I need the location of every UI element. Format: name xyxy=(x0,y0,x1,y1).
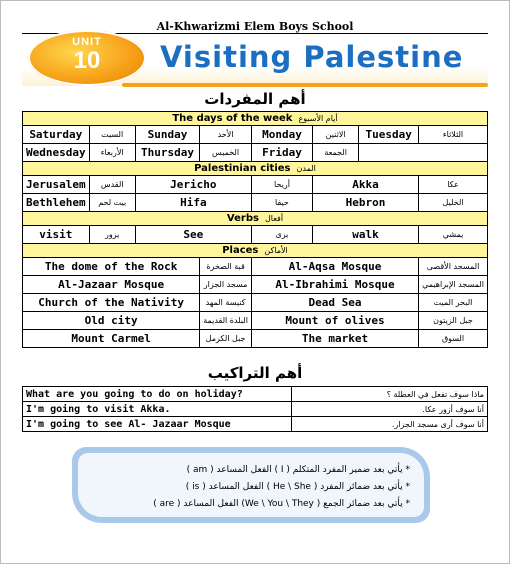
place-ar: السوق xyxy=(419,330,488,348)
day-ar: الاثنين xyxy=(313,126,359,144)
structure-ar: أنا سوف أرى مسجد الجزار. xyxy=(292,417,488,432)
structure-row xyxy=(23,387,488,402)
places-header-ar: الأماكن xyxy=(264,246,288,255)
verb-en: walk xyxy=(313,226,419,244)
place-en: Mount Carmel xyxy=(23,330,200,348)
vocab-title-text: أهم المفردات xyxy=(204,90,306,108)
place-en: Mount of olives xyxy=(251,312,418,330)
days-row xyxy=(23,126,488,144)
cities-header xyxy=(23,162,488,176)
unit-number: 10 xyxy=(73,47,101,74)
unit-badge xyxy=(28,30,146,86)
city-ar: الخليل xyxy=(419,194,488,212)
verb-ar: يرى xyxy=(251,226,312,244)
place-ar: المسجد الإبراهيمي xyxy=(419,276,488,294)
verbs-header-en: Verbs xyxy=(226,213,259,224)
city-en: Bethlehem xyxy=(23,194,90,212)
day-en: Thursday xyxy=(135,144,199,162)
structure-en: What are you going to do on holiday? xyxy=(23,387,292,402)
city-ar: القدس xyxy=(89,176,135,194)
day-ar: الخميس xyxy=(200,144,252,162)
place-en: Al-Ibrahimi Mosque xyxy=(251,276,418,294)
grammar-note-box xyxy=(78,453,424,517)
structure-row xyxy=(23,417,488,432)
structure-row xyxy=(23,402,488,417)
place-ar: كنيسة المهد xyxy=(200,294,252,312)
day-en: Saturday xyxy=(23,126,90,144)
city-ar: حيفا xyxy=(251,194,312,212)
day-en: Wednesday xyxy=(23,144,90,162)
cities-header-ar: المدن xyxy=(296,164,316,173)
grammar-note: * يأتي بعد ضمائر المفرد ( He \ She ) الفعل المساعد ( is ) xyxy=(185,482,410,492)
banner-underline xyxy=(122,83,488,87)
place-ar: البلدة القديمة xyxy=(200,312,252,330)
days-header xyxy=(23,112,488,126)
days-row xyxy=(23,144,488,162)
places-row xyxy=(23,330,488,348)
cities-row xyxy=(23,176,488,194)
structures-section-title xyxy=(0,364,510,382)
unit-title: Visiting Palestine xyxy=(160,40,464,74)
place-en: The dome of the Rock xyxy=(23,258,200,276)
cities-row xyxy=(23,194,488,212)
city-ar: بيت لحم xyxy=(89,194,135,212)
places-header-en: Places xyxy=(222,245,259,256)
verb-en: See xyxy=(135,226,251,244)
grammar-note-scroll xyxy=(72,447,430,523)
verbs-header xyxy=(23,212,488,226)
city-en: Hebron xyxy=(313,194,419,212)
city-en: Hifa xyxy=(135,194,251,212)
verb-ar: يمشي xyxy=(419,226,488,244)
city-en: Akka xyxy=(313,176,419,194)
place-en: Church of the Nativity xyxy=(23,294,200,312)
place-ar: قبة الصخرة xyxy=(200,258,252,276)
structure-en: I'm going to visit Akka. xyxy=(23,402,292,417)
place-ar: المسجد الأقصى xyxy=(419,258,488,276)
place-ar: مسجد الجزار xyxy=(200,276,252,294)
structures-table xyxy=(22,386,488,432)
days-header-ar: أيام الأسبوع xyxy=(298,114,338,123)
structure-ar: ماذا سوف تفعل في العطلة ؟ xyxy=(292,387,488,402)
place-en: The market xyxy=(251,330,418,348)
place-en: Dead Sea xyxy=(251,294,418,312)
place-ar: البحر الميت xyxy=(419,294,488,312)
city-ar: أريحا xyxy=(251,176,312,194)
day-en: Sunday xyxy=(135,126,199,144)
places-header xyxy=(23,244,488,258)
place-en: Al-Jazaar Mosque xyxy=(23,276,200,294)
day-ar: السبت xyxy=(89,126,135,144)
places-row xyxy=(23,276,488,294)
day-en: Monday xyxy=(251,126,312,144)
verb-en: visit xyxy=(23,226,90,244)
place-ar: جبل الكرمل xyxy=(200,330,252,348)
day-ar: الأربعاء xyxy=(89,144,135,162)
places-row xyxy=(23,258,488,276)
places-row xyxy=(23,312,488,330)
structure-ar: أنا سوف أزور عكا. xyxy=(292,402,488,417)
vocabulary-table xyxy=(22,111,488,348)
day-en: Tuesday xyxy=(359,126,419,144)
verbs-row xyxy=(23,226,488,244)
grammar-note: * يأتي بعد ضمير المفرد المتكلم ( I ) الفعل المساعد ( am ) xyxy=(186,465,410,475)
school-name: Al-Khwarizmi Elem Boys School xyxy=(156,20,354,33)
day-ar: الأحد xyxy=(200,126,252,144)
structure-en: I'm going to see Al- Jazaar Mosque xyxy=(23,417,292,432)
unit-label: UNIT xyxy=(72,36,102,48)
cities-header-en: Palestinian cities xyxy=(194,163,291,174)
days-header-en: The days of the week xyxy=(172,113,293,124)
vocab-section-title xyxy=(0,90,510,108)
city-ar: عكا xyxy=(419,176,488,194)
verb-ar: يزور xyxy=(89,226,135,244)
day-ar: الثلاثاء xyxy=(419,126,488,144)
empty-cell xyxy=(359,144,488,162)
unit-banner xyxy=(22,36,488,86)
place-en: Al-Aqsa Mosque xyxy=(251,258,418,276)
city-en: Jerusalem xyxy=(23,176,90,194)
verbs-header-ar: أفعال xyxy=(264,214,284,223)
day-en: Friday xyxy=(251,144,312,162)
day-ar: الجمعة xyxy=(313,144,359,162)
place-en: Old city xyxy=(23,312,200,330)
city-en: Jericho xyxy=(135,176,251,194)
places-row xyxy=(23,294,488,312)
structures-title-text: أهم التراكيب xyxy=(207,364,303,382)
place-ar: جبل الزيتون xyxy=(419,312,488,330)
grammar-note: * يأتي بعد ضمائر الجمع ( We \ You \ They) الفعل المساعد ( are ) xyxy=(153,499,410,509)
